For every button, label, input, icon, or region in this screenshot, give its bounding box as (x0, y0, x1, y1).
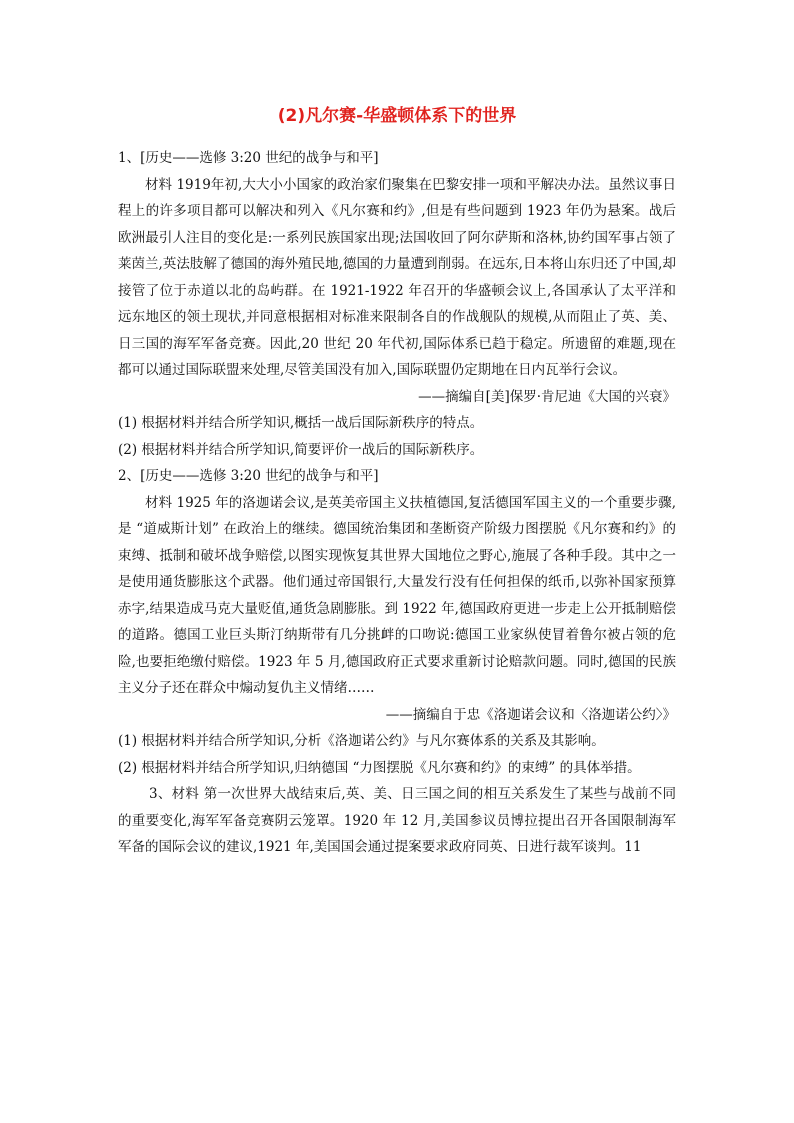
question-1-subquestion-1: (1) 根据材料并结合所学知识,概括一战后国际新秩序的特点。 (118, 415, 484, 431)
question-2-material: 材料 1925 年的洛迦诺会议,是英美帝国主义扶植德国,复活德国军国主义的一个重要步骤,是 “道威斯计划” 在政治上的继续。德国统治集团和垄断资产阶级力图摆脱《凡尔赛和约》的束缚、抵制和破坏战争赔偿,以图实现恢复其世界大国地位之野心,施展了各种手段。其中之一是使用通货膨胀这个武器。他们通过帝国银行,大量发行没有任何担保的纸币,以弥补国家预算赤字,结果造成马克大量贬值,通货急剧膨胀。到 1922 年,德国政府更进一步走上公开抵制赔偿的道路。德国工业巨头斯汀纳斯带有几分挑衅的口吻说:德国工业家纵使冒着鲁尔被占领的危险,也要拒绝缴付赔偿。1923 年 5 月,德国政府正式要求重新讨论赔款问题。同时,德国的民族主义分子还在群众中煽动复仇主义情绪…… (118, 494, 676, 696)
document-body (118, 145, 676, 861)
question-2-source: ——摘编自于忠《洛迦诺会议和〈洛迦诺公约〉》 (385, 706, 676, 723)
question-3-text: 3、材料 第一次世界大战结束后,英、美、日三国之间的相互关系发生了某些与战前不同的重要变化,海军军备竞赛阴云笼罩。1920 年 12 月,美国参议员博拉提出召开各国限制海军军备的国际会议的建议,1921 年,美国国会通过提案要求政府同英、日进行裁军谈判。11 (118, 786, 676, 855)
question-2-subquestion-1: (1) 根据材料并结合所学知识,分析《洛迦诺公约》与凡尔赛体系的关系及其影响。 (118, 733, 605, 749)
question-2-subquestion-2: (2) 根据材料并结合所学知识,归纳德国 “力图摆脱《凡尔赛和约》的束缚” 的具体举措。 (118, 759, 641, 776)
question-2-heading: 2、[历史——选修 3:20 世纪的战争与和平] (118, 468, 379, 484)
question-1-heading: 1、[历史——选修 3:20 世纪的战争与和平] (118, 150, 379, 166)
page-title: (2)凡尔赛-华盛顿体系下的世界 (277, 106, 517, 126)
question-1-material: 材料 1919年初,大大小小国家的政治家们聚集在巴黎安排一项和平解决办法。虽然议事日程上的许多项目都可以解决和列入《凡尔赛和约》,但是有些问题到 1923 年仍为悬案。战后欧洲最引人注目的变化是:一系列民族国家出现;法国收回了阿尔萨斯和洛林,协约国军事占领了莱茵兰,英法肢解了德国的海外殖民地,德国的力量遭到削弱。在远东,日本将山东归还了中国,却接管了位于赤道以北的岛屿群。在 1921-1922 年召开的华盛顿会议上,各国承认了太平洋和远东地区的领土现状,并同意根据相对标准来限制各自的作战舰队的规模,从而阻止了英、美、日三国的海军军备竞赛。因此,20 世纪 20 年代初,国际体系已趋于稳定。所遗留的难题,现在都可以通过国际联盟来处理,尽管美国没有加入,国际联盟仍定期地在日内瓦举行会议。 (118, 176, 676, 378)
question-1-subquestion-2: (2) 根据材料并结合所学知识,简要评价一战后的国际新秩序。 (118, 441, 484, 458)
question-1-source: ——摘编自[美]保罗·肯尼迪《大国的兴衰》 (418, 388, 676, 405)
